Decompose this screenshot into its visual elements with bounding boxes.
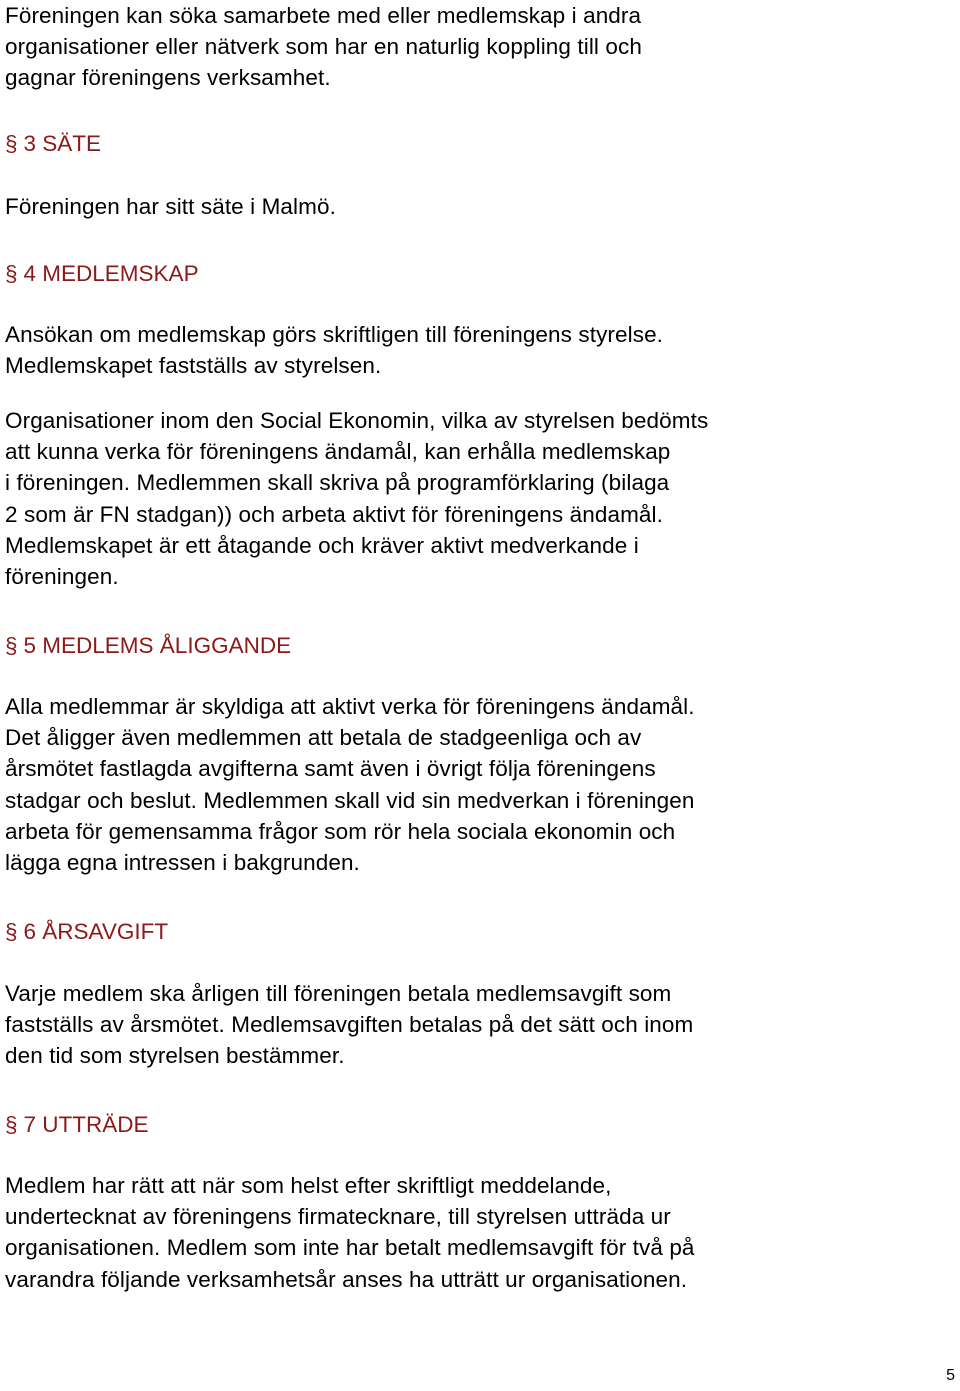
text-line: föreningen. — [5, 563, 119, 589]
text-line: Organisationer inom den Social Ekonomin, vilka av styrelsen bedömts — [5, 408, 709, 433]
section-title: 5 MEDLEMS ÅLIGGANDE — [23, 633, 292, 658]
text-line: organisationen. Medlem som inte har betalt medlemsavgift för två på — [5, 1235, 695, 1261]
text-line: Medlemskapet fastställs av styrelsen. — [5, 353, 382, 379]
text-line: organisationer eller nätverk som har en naturlig koppling till och — [5, 34, 642, 60]
section-sign-icon: § — [5, 633, 18, 658]
page-number: 5 — [946, 1367, 955, 1384]
section-sign-icon: § — [5, 919, 18, 944]
section-4-paragraph-2 — [5, 405, 708, 592]
section-sign-icon: § — [5, 1112, 18, 1137]
text-line: Föreningen kan söka samarbete med eller medlemskap i andra — [5, 3, 642, 28]
text-line: undertecknat av föreningens firmatecknare, till styrelsen utträda ur — [5, 1204, 671, 1230]
text-line: lägga egna intressen i bakgrunden. — [5, 849, 360, 875]
text-line: Föreningen har sitt säte i Malmö. — [5, 194, 336, 219]
text-line: att kunna verka för föreningens ändamål, kan erhålla medlemskap — [5, 439, 671, 465]
section-sign-icon: § — [5, 261, 18, 286]
text-line: Medlem har rätt att när som helst efter skriftligt meddelande, — [5, 1173, 612, 1198]
text-line: årsmötet fastlagda avgifterna samt även i övrigt följa föreningens — [5, 756, 656, 782]
section-heading-7 — [5, 1109, 149, 1140]
section-4-paragraph-1 — [5, 319, 663, 381]
section-heading-4 — [5, 258, 199, 289]
section-7-paragraph — [5, 1170, 695, 1295]
section-heading-6 — [5, 916, 168, 947]
section-title: 7 UTTRÄDE — [23, 1112, 149, 1137]
section-title: 6 ÅRSAVGIFT — [23, 919, 169, 944]
text-line: i föreningen. Medlemmen skall skriva på programförklaring (bilaga — [5, 470, 670, 496]
section-5-paragraph — [5, 691, 695, 878]
text-line: den tid som styrelsen bestämmer. — [5, 1043, 345, 1069]
text-line: Alla medlemmar är skyldiga att aktivt verka för föreningens ändamål. — [5, 694, 695, 719]
text-line: Ansökan om medlemskap görs skriftligen till föreningens styrelse. — [5, 322, 664, 347]
text-line: Medlemskapet är ett åtagande och kräver aktivt medverkande i — [5, 532, 639, 558]
section-sign-icon: § — [5, 131, 18, 156]
text-line: stadgar och beslut. Medlemmen skall vid sin medverkan i föreningen — [5, 787, 695, 813]
text-line: varandra följande verksamhetsår anses ha utträtt ur organisationen. — [5, 1266, 688, 1292]
text-line: 2 som är FN stadgan)) och arbeta aktivt för föreningens ändamål. — [5, 501, 663, 527]
section-6-paragraph — [5, 978, 693, 1072]
intro-paragraph — [5, 0, 642, 94]
section-heading-5 — [5, 630, 291, 661]
text-line: arbeta för gemensamma frågor som rör hela sociala ekonomin och — [5, 818, 676, 844]
text-line: fastställs av årsmötet. Medlemsavgiften betalas på det sätt och inom — [5, 1012, 694, 1038]
text-line: Det åligger även medlemmen att betala de stadgeenliga och av — [5, 725, 642, 751]
text-line: Varje medlem ska årligen till föreningen betala medlemsavgift som — [5, 981, 672, 1006]
section-title: 4 MEDLEMSKAP — [23, 261, 199, 286]
section-title: 3 SÄTE — [23, 131, 102, 156]
section-3-paragraph — [5, 191, 336, 222]
section-heading-3 — [5, 128, 101, 159]
text-line: gagnar föreningens verksamhet. — [5, 65, 331, 91]
